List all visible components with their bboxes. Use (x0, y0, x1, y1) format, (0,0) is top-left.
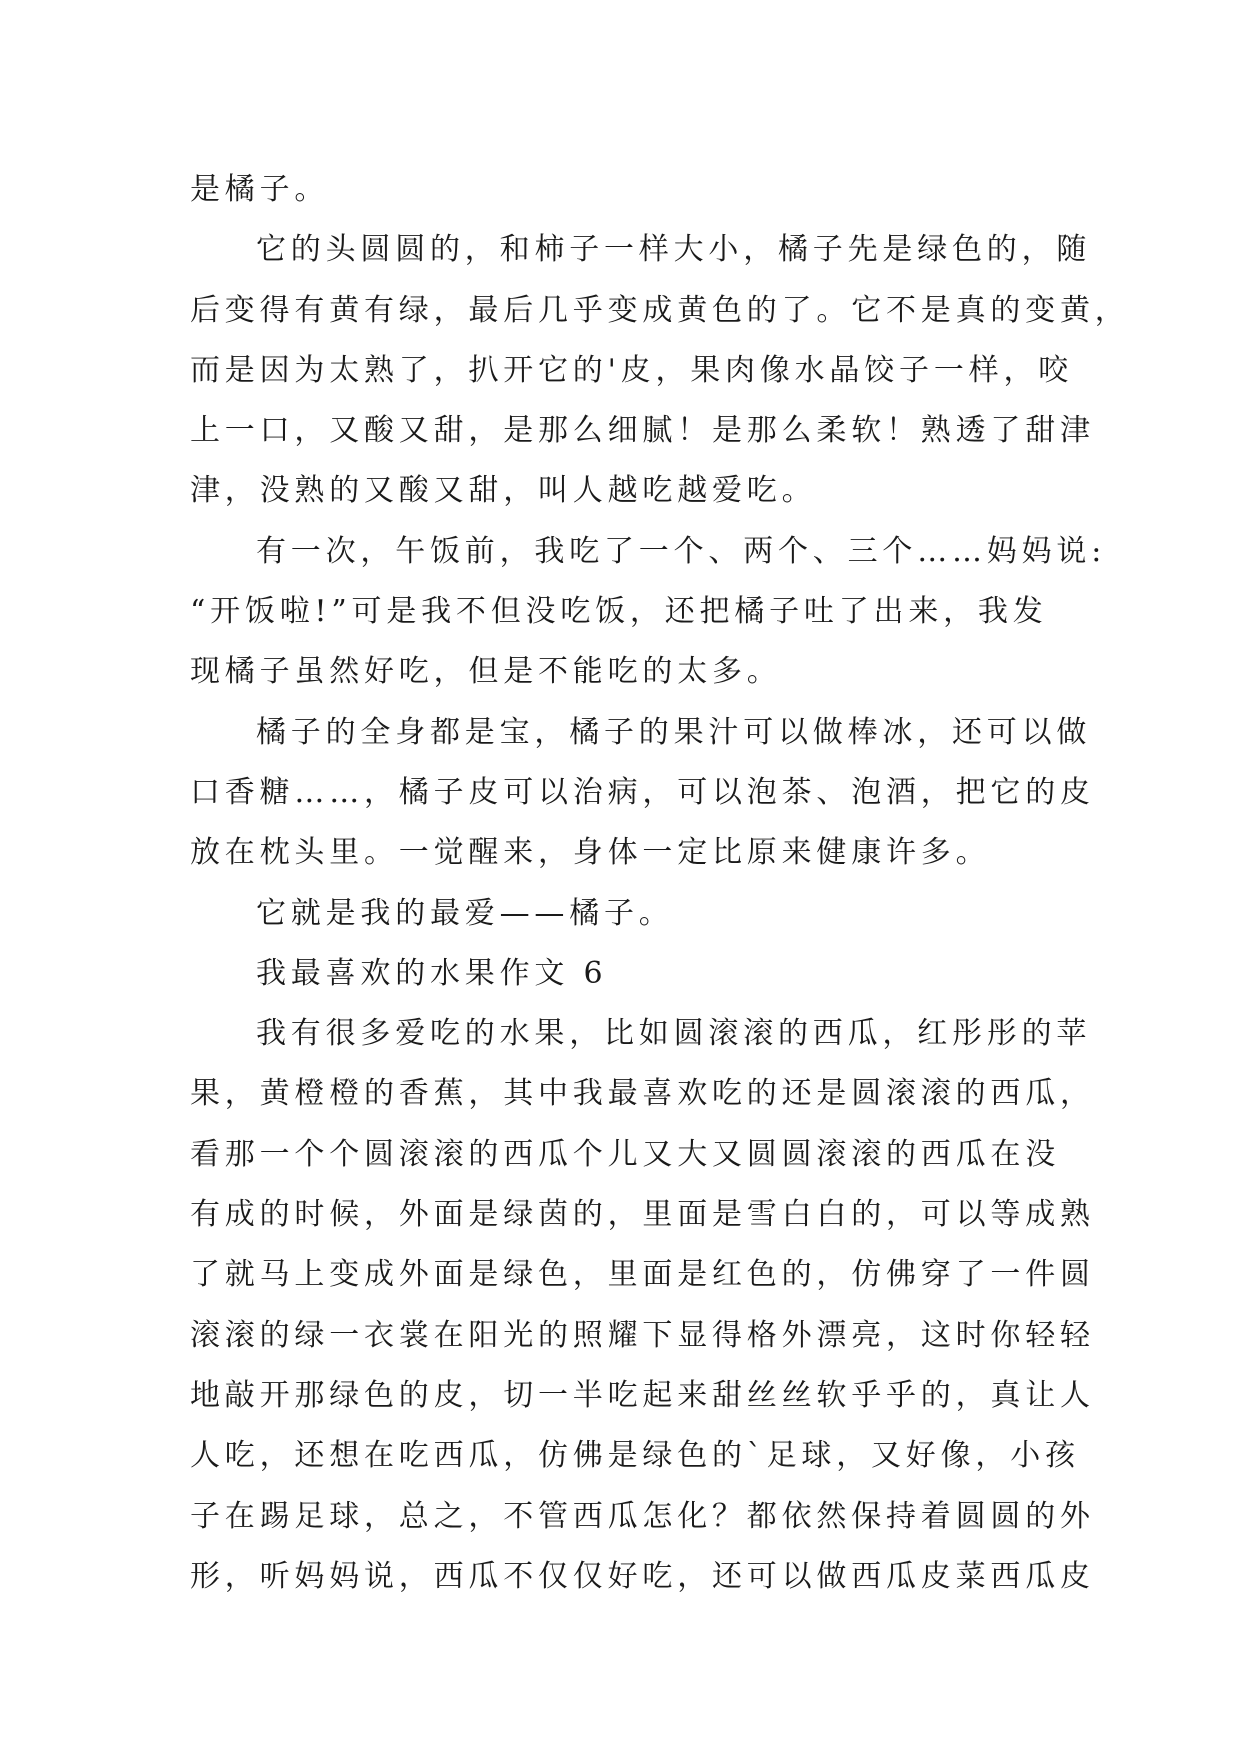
text-line: 有一次，午饭前，我吃了一个、两个、三个……妈妈说: (256, 533, 1107, 569)
text-line: 有成的时候，外面是绿茵的，里面是雪白白的，可以等成熟 (190, 1197, 1095, 1233)
text-line: 现橘子虽然好吃，但是不能吃的太多。 (190, 654, 782, 690)
text-line: 看那一个个圆滚滚的西瓜个儿又大又圆圆滚滚的西瓜在没 (190, 1136, 1060, 1172)
text-line: 上一口，又酸又甜，是那么细腻！是那么柔软！熟透了甜津 (190, 413, 1095, 449)
text-line: 形，听妈妈说，西瓜不仅仅好吃，还可以做西瓜皮菜西瓜皮 (190, 1558, 1095, 1594)
text-line: 我有很多爱吃的水果，比如圆滚滚的西瓜，红彤彤的苹 (256, 1016, 1092, 1052)
text-line: 它的头圆圆的，和柿子一样大小，橘子先是绿色的，随 (256, 232, 1092, 268)
text-line: 橘子的全身都是宝，橘子的果汁可以做棒冰，还可以做 (256, 714, 1092, 750)
text-line: 口香糖……，橘子皮可以治病，可以泡茶、泡酒，把它的皮 (190, 774, 1095, 810)
text-line: 后变得有黄有绿，最后几乎变成黄色的了。它不是真的变黄， (190, 292, 1130, 328)
essay-text (190, 160, 1130, 1607)
text-line: 津，没熟的又酸又甜，叫人越吃越爱吃。 (190, 473, 817, 509)
text-line: 而是因为太熟了，扒开它的'皮，果肉像水晶饺子一样，咬 (190, 352, 1074, 388)
text-line: 人吃，还想在吃西瓜，仿佛是绿色的`足球，又好像，小孩 (190, 1438, 1080, 1474)
text-line: 了就马上变成外面是绿色，里面是红色的，仿佛穿了一件圆 (190, 1257, 1095, 1293)
text-line: 我最喜欢的水果作文 6 (256, 955, 608, 991)
text-line: “开饭啦!”可是我不但没吃饭，还把橘子吐了出来，我发 (190, 594, 1048, 630)
text-line: 子在踢足球，总之，不管西瓜怎化？都依然保持着圆圆的外 (190, 1498, 1095, 1534)
text-line: 是橘子。 (190, 172, 330, 207)
text-line: 果，黄橙橙的香蕉，其中我最喜欢吃的还是圆滚滚的西瓜， (190, 1076, 1095, 1112)
text-line: 滚滚的绿一衣裳在阳光的照耀下显得格外漂亮，这时你轻轻 (190, 1317, 1095, 1353)
text-line: 它就是我的最爱——橘子。 (256, 895, 674, 931)
text-line: 地敲开那绿色的皮，切一半吃起来甜丝丝软乎乎的，真让人 (190, 1377, 1095, 1413)
text-line: 放在枕头里。一觉醒来，身体一定比原来健康许多。 (190, 835, 991, 871)
